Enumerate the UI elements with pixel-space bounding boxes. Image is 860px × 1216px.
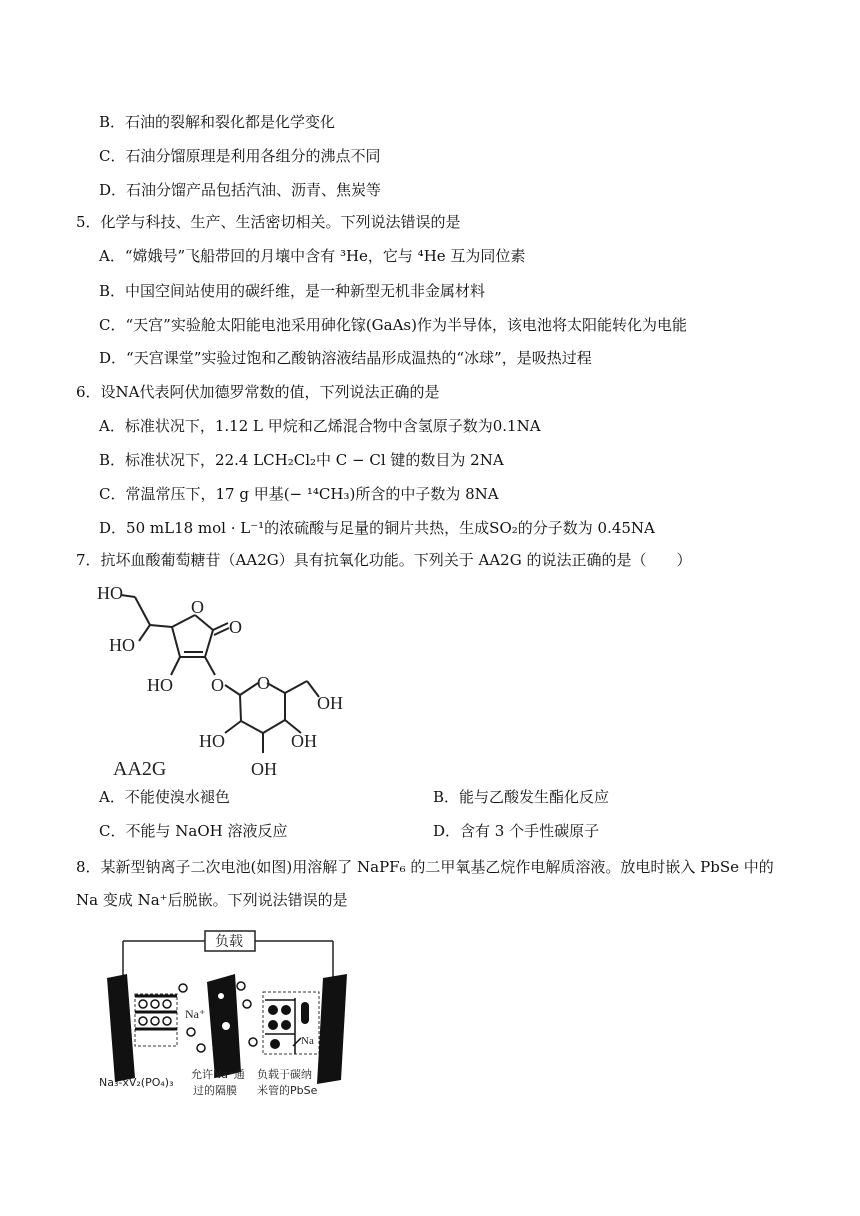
- q6-option-c: C．常温常压下，17 g 甲基(− ¹⁴CH₃)所含的中子数为 8NA: [99, 485, 499, 503]
- ether-oxygen-label: O: [211, 675, 224, 695]
- left-electrode: [107, 974, 135, 1082]
- q8-stem-line2: Na 变成 Na⁺后脱嵌。下列说法错误的是: [76, 891, 348, 909]
- q6-stem: 6．设NA代表阿伏加德罗常数的值，下列说法正确的是: [76, 383, 440, 401]
- q5-option-d: D．“天宫课堂”实验过饱和乙酸钠溶液结晶形成温热的“冰球”，是吸热过程: [99, 349, 592, 367]
- battery-diagram: [95, 926, 365, 1111]
- q5-option-a: A．“嫦娥号”飞船带回的月壤中含有 ³He，它与 ⁴He 互为同位素: [99, 247, 526, 265]
- q7-option-a: A．不能使溴水褪色: [99, 788, 230, 806]
- q4-option-b: B．石油的裂解和裂化都是化学变化: [99, 113, 336, 131]
- q8-stem-line1: 8．某新型钠离子二次电池(如图)用溶解了 NaPF₆ 的二甲氧基乙烷作电解质溶液。放电时嵌入 PbSe 中的: [76, 858, 774, 876]
- carbonyl-oxygen-label: O: [229, 617, 242, 637]
- hydroxyl-label: HO: [199, 731, 225, 751]
- cathode-label: Na₃-xV₂(PO₄)₃: [99, 1076, 174, 1089]
- q5-stem: 5．化学与科技、生产、生活密切相关。下列说法错误的是: [76, 213, 461, 231]
- q6-option-a: A．标准状况下，1.12 L 甲烷和乙烯混合物中含氢原子数为0.1NA: [99, 417, 541, 435]
- separator-label-line1: 允许Na⁺通: [191, 1068, 245, 1081]
- q5-option-c: C．“天宫”实验舱太阳能电池采用砷化镓(GaAs)作为半导体，该电池将太阳能转化为电能: [99, 316, 687, 334]
- q7-option-c: C．不能与 NaOH 溶液反应: [99, 822, 288, 840]
- hydroxyl-label: OH: [291, 731, 317, 751]
- hydroxyl-label: OH: [317, 693, 343, 713]
- figure-label: AA2G: [113, 758, 167, 780]
- hydroxyl-label: HO: [147, 675, 173, 695]
- hydroxyl-label: HO: [97, 583, 123, 603]
- load-label: 负载: [215, 934, 243, 950]
- q7-option-d: D．含有 3 个手性碳原子: [433, 822, 600, 840]
- na-atom-label: Na: [301, 1035, 314, 1047]
- ring-oxygen-label: O: [257, 673, 270, 693]
- separator-label-line2: 过的隔膜: [193, 1084, 237, 1097]
- q6-option-b: B．标准状况下，22.4 LCH₂Cl₂中 C − Cl 键的数目为 2NA: [99, 451, 504, 469]
- q4-option-d: D．石油分馏产品包括汽油、沥青、焦炭等: [99, 181, 382, 199]
- aa2g-structure: [95, 575, 355, 785]
- q7-stem: 7．抗坏血酸葡萄糖苷（AA2G）具有抗氧化功能。下列关于 AA2G 的说法正确的是（ ）: [76, 551, 692, 569]
- q7-option-b: B．能与乙酸发生酯化反应: [433, 788, 610, 806]
- anode-label-line1: 负载于碳纳: [257, 1068, 312, 1081]
- q4-option-c: C．石油分馏原理是利用各组分的沸点不同: [99, 147, 381, 165]
- na-ion-label: Na⁺: [185, 1007, 206, 1021]
- right-electrode: [317, 974, 347, 1084]
- ring-oxygen-label: O: [191, 597, 204, 617]
- hydroxyl-label: OH: [251, 759, 277, 779]
- q5-option-b: B．中国空间站使用的碳纤维，是一种新型无机非金属材料: [99, 282, 486, 300]
- q6-option-d: D．50 mL18 mol · L⁻¹的浓硫酸与足量的铜片共热，生成SO₂的分子数为 0.45NA: [99, 519, 655, 537]
- hydroxyl-label: HO: [109, 635, 135, 655]
- anode-label-line2: 米管的PbSe: [257, 1084, 318, 1097]
